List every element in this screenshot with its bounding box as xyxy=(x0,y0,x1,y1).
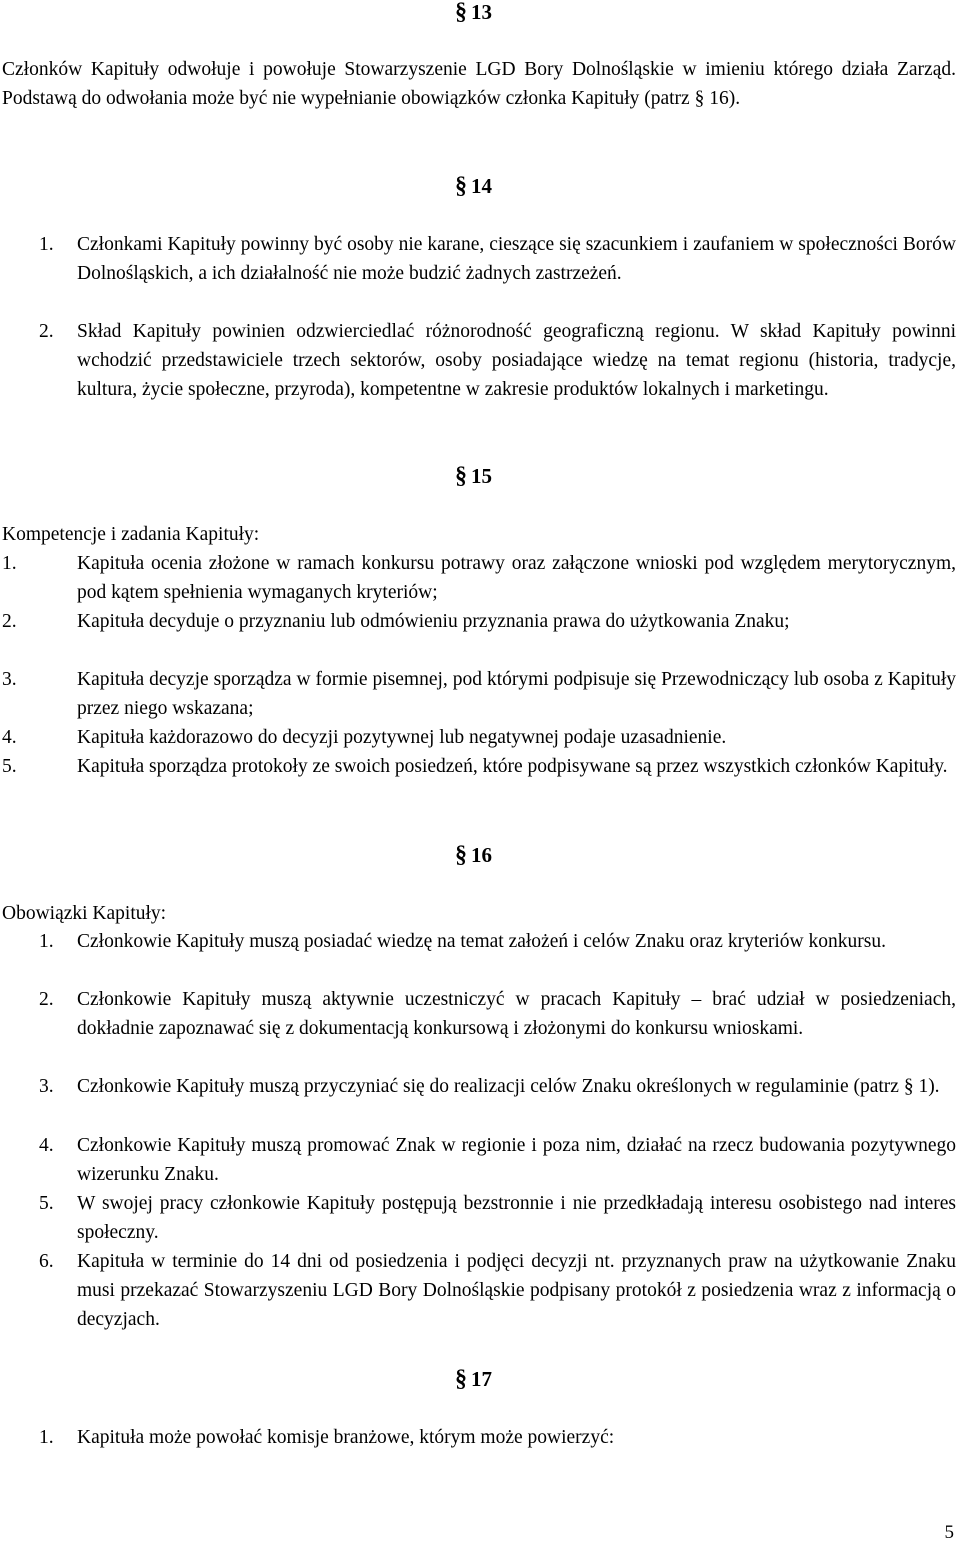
list-item-text: Kapituła może powołać komisje branżowe, którym może powierzyć: xyxy=(77,1427,615,1448)
list-item-number: 3. xyxy=(39,1076,54,1097)
list-item xyxy=(2,665,956,723)
section-symbol: § xyxy=(455,463,467,489)
list-item-number: 1. xyxy=(2,553,17,574)
section-heading-13 xyxy=(455,0,492,24)
section-16-intro: Obowiązki Kapituły: xyxy=(2,903,167,924)
list-item-number: 2. xyxy=(2,611,17,632)
list-item-text: W swojej pracy członkowie Kapituły postępują bezstronnie i nie przedkładają interesu osobistego nad interes społeczny. xyxy=(77,1193,956,1243)
list-item-text: Członkowie Kapituły muszą przyczyniać się do realizacji celów Znaku określonych w regulaminie (patrz § 1). xyxy=(77,1076,940,1097)
list-item-number: 3. xyxy=(2,669,17,690)
list-item xyxy=(2,1247,956,1334)
page-number: 5 xyxy=(944,1522,954,1543)
section-15-intro: Kompetencje i zadania Kapituły: xyxy=(2,524,260,545)
section-heading-17 xyxy=(455,1367,492,1391)
list-item-number: 2. xyxy=(39,989,54,1010)
list-item xyxy=(2,985,956,1043)
section-number: 13 xyxy=(471,0,492,24)
list-item-number: 5. xyxy=(39,1193,54,1214)
list-item-number: 1. xyxy=(39,1427,54,1448)
section-symbol: § xyxy=(455,173,467,199)
section-heading-15 xyxy=(455,464,492,488)
list-item-text: Skład Kapituły powinien odzwierciedlać różnorodność geograficzną regionu. W skład Kapituły powinni wchodzić przedstawiciele trzech sektorów, osoby posiadające wiedzę na temat regionu (historia, tradycje, kultura, życie społeczne, przyroda), kompetentne w zakresie produktów lokalnych i marketingu. xyxy=(77,321,956,400)
list-item-text: Kapituła decyzje sporządza w formie pisemnej, pod którymi podpisuje się Przewodniczący lub osoba z Kapituły przez niego wskazana; xyxy=(77,669,956,719)
list-item xyxy=(2,549,956,607)
list-item-text: Członkami Kapituły powinny być osoby nie karane, cieszące się szacunkiem i zaufaniem w społeczności Borów Dolnośląskich, a ich działalność nie może budzić żadnych zastrzeżeń. xyxy=(77,234,956,284)
list-item xyxy=(2,607,956,636)
section-heading-14 xyxy=(455,174,492,198)
list-item-text: Kapituła ocenia złożone w ramach konkursu potrawy oraz załączone wnioski pod względem merytorycznym, pod kątem spełnienia wymaganych kryteriów; xyxy=(77,553,956,603)
list-item-number: 6. xyxy=(39,1251,54,1272)
list-item-text: Kapituła sporządza protokoły ze swoich posiedzeń, które podpisywane są przez wszystkich członków Kapituły. xyxy=(77,756,948,777)
section-number: 14 xyxy=(471,174,492,198)
list-item-text: Kapituła każdorazowo do decyzji pozytywnej lub negatywnej podaje uzasadnienie. xyxy=(77,727,727,748)
section-symbol: § xyxy=(455,1366,467,1392)
list-item-text: Członkowie Kapituły muszą posiadać wiedzę na temat założeń i celów Znaku oraz kryteriów konkursu. xyxy=(77,931,886,952)
list-item-number: 1. xyxy=(39,931,54,952)
section-number: 16 xyxy=(471,843,492,867)
section-heading-16 xyxy=(455,843,492,867)
list-item-number: 2. xyxy=(39,321,54,342)
list-item-number: 4. xyxy=(39,1135,54,1156)
list-item xyxy=(2,723,956,752)
list-item xyxy=(2,230,956,288)
section-13-paragraph: Członków Kapituły odwołuje i powołuje Stowarzyszenie LGD Bory Dolnośląskie w imieniu którego działa Zarząd. Podstawą do odwołania może być nie wypełnianie obowiązków członka Kapituły (patrz § 16). xyxy=(2,59,956,109)
list-item xyxy=(2,1189,956,1247)
list-item-number: 1. xyxy=(39,234,54,255)
list-item-text: Członkowie Kapituły muszą promować Znak w regionie i poza nim, działać na rzecz budowania pozytywnego wizerunku Znaku. xyxy=(77,1135,956,1185)
list-item-text: Kapituła decyduje o przyznaniu lub odmówieniu przyznania prawa do użytkowania Znaku; xyxy=(77,611,790,632)
section-number: 15 xyxy=(471,464,492,488)
list-item xyxy=(2,1072,956,1101)
list-item-number: 4. xyxy=(2,727,17,748)
list-item-text: Kapituła w terminie do 14 dni od posiedzenia i podjęci decyzji nt. przyznanych praw na użytkowanie Znaku musi przekazać Stowarzyszeniu LGD Bory Dolnośląskie podpisany protokół z posiedzenia wraz z informacją o decyzjach. xyxy=(77,1251,956,1330)
list-item xyxy=(2,927,956,956)
section-symbol: § xyxy=(455,842,467,868)
list-item-text: Członkowie Kapituły muszą aktywnie uczestniczyć w pracach Kapituły – brać udział w posiedzeniach, dokładnie zapoznawać się z dokumentacją konkursową i złożonymi do konkursu wnioskami. xyxy=(77,989,956,1039)
list-item xyxy=(2,1423,956,1452)
section-number: 17 xyxy=(471,1367,492,1391)
list-item xyxy=(2,317,956,404)
list-item xyxy=(2,1131,956,1189)
list-item xyxy=(2,752,956,781)
list-item-number: 5. xyxy=(2,756,17,777)
section-symbol: § xyxy=(455,0,467,25)
